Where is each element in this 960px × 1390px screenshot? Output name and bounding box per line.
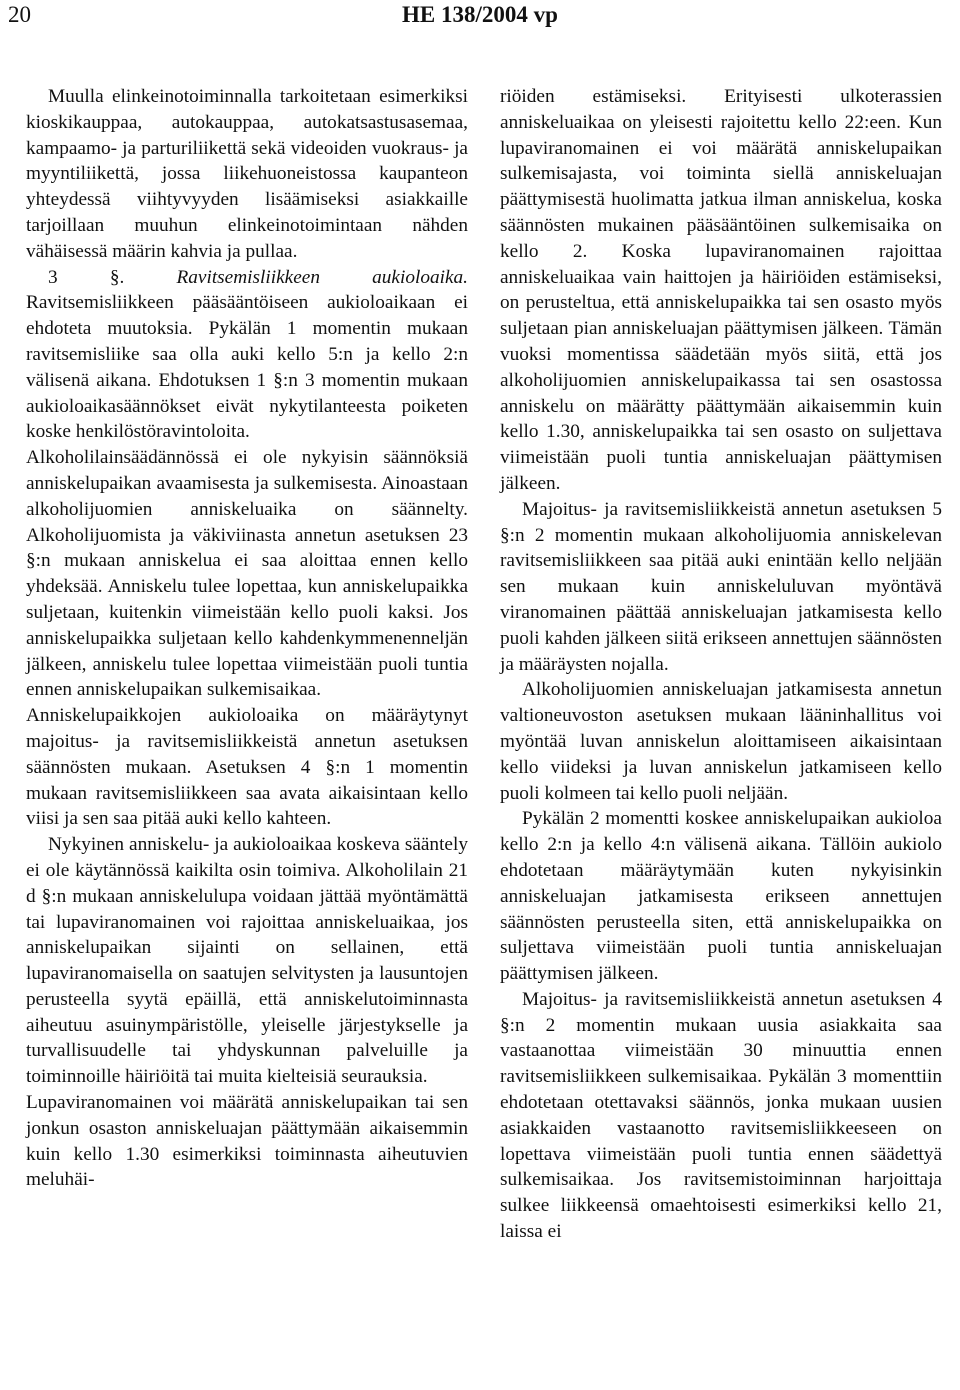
right-column xyxy=(500,84,942,1245)
paragraph: Lupaviranomainen voi määrätä anniskelupaikan tai sen jonkun osaston anniskeluajan päättymään aikaisemmin kuin kello 1.30 esimerkiksi toiminnasta aiheutuvien meluhäi- xyxy=(26,1092,468,1191)
page-header xyxy=(0,0,960,36)
section-paragraph xyxy=(26,265,468,446)
paragraph: Nykyinen anniskelu- ja aukioloaikaa koskeva sääntely ei ole käytännössä kaikilta osin toimiva. Alkoholilain 21 d §:n mukaan anniskelulupa voidaan jättää myöntämättä tai lupaviranomainen voi rajoittaa anniskeluaikaa, jos anniskelupaikan sijainti on sellainen, että lupaviranomaisella on saatujen selvitysten ja lausuntojen perusteella syytä epäillä, että anniskelutoiminnasta aiheutuu asuinympäristölle, yleiselle järjestykselle ja turvallisuudelle tai yhdyskunnan palveluille ja toiminnoille häiriöitä tai muita kielteisiä seurauksia. xyxy=(26,834,468,1088)
paragraph: Alkoholijuomien anniskeluajan jatkamisesta annetun valtioneuvoston asetuksen mukaan lääninhallitus voi myöntää luvan anniskelun aloittamiseen aikaisintaan kello viideksi ja luvan anniskelun jatkamiseen kello puoli kolmeen tai kello puoli neljään. xyxy=(500,679,942,804)
paragraph: Majoitus- ja ravitsemisliikkeistä annetun asetuksen 4 §:n 2 momentin mukaan uusia asiakkaita saa vastaanottaa viimeistään 30 minuuttia ennen ravitsemisliikkeen sulkemisaikaa. Pykälän 3 momenttiin ehdotetaan otettavaksi säännös, jonka mukaan uusien asiakkaiden vastaanotto ravitsemisliikkeeseen on lopettava viimeistään puoli tuntia ennen säädettyä sulkemisaikaa. Jos ravitsemistoiminnan harjoittaja sulkee liikkeensä omaehtoisesti esimerkiksi kello 21, laissa ei xyxy=(500,988,942,1243)
paragraph: Muulla elinkeinotoiminnalla tarkoitetaan esimerkiksi kioskikauppaa, autokauppaa, autokatsastusasemaa, kampaamo- ja parturiliikettä sekä videoiden vuokraus- ja myyntiliikettä, jossa liikehuoneistossa kaupanteon yhteydessä viihtyvyyden lisäämiseksi asiakkaille tarjoillaan muuhun elinkeinotoimintaan nähden vähäisessä määrin kahvia ja pullaa. xyxy=(26,86,468,262)
paragraph: Majoitus- ja ravitsemisliikkeistä annetun asetuksen 5 §:n 2 momentin mukaan alkoholijuomia anniskelevan ravitsemisliikkeen saa pitää auki enintään kello neljään sen mukaan kuin anniskeluluvan myöntävä viranomainen päättää anniskeluajan jatkamisesta kello puoli kahden jälkeen siitä erikseen annettujen säännösten ja määräysten nojalla. xyxy=(500,498,942,675)
section-number: 3 §. xyxy=(48,266,125,288)
document-id: HE 138/2004 vp xyxy=(402,2,558,27)
paragraph: Anniskelupaikkojen aukioloaika on määräytynyt majoitus- ja ravitsemisliikkeistä annetun asetuksen säännösten mukaan. Asetuksen 4 §:n 1 momentin mukaan ravitsemisliikkeen saa avata aikaisintaan kello viisi ja sen saa pitää auki kello kahteen. xyxy=(26,705,468,830)
section-text: Ravitsemisliikkeen pääsääntöiseen aukioloaikaan ei ehdoteta muutoksia. Pykälän 1 momentin mukaan ravitsemisliike saa olla auki kello 5:n ja kello 2:n välisenä aikana. Ehdotuksen 1 §:n 3 momentin mukaan aukioloaikasäännökset eivät nykytilanteesta poiketen koske henkilöstöravintoloita. xyxy=(26,292,468,443)
paragraph: Pykälän 2 momentti koskee anniskelupaikan aukioloa kello 2:n ja kello 4:n välisenä aikana. Tällöin aukiolo ehdotetaan määräytymään kuten nykyisinkin anniskeluajan jatkamisesta erikseen annettujen säännösten perusteella siten, että anniskelupaikka on suljettava viimeistään puoli tuntia anniskeluajan päättymisen jälkeen. xyxy=(500,808,942,985)
paragraph: Alkoholilainsäädännössä ei ole nykyisin säännöksiä anniskelupaikan avaamisesta ja sulkemisesta. Ainoastaan alkoholijuomien anniskeluaika on säännelty. Alkoholijuomista ja väkiviinasta annetun asetuksen 23 §:n mukaan anniskelua ei saa aloittaa ennen kello yhdeksää. Anniskelu tulee lopettaa, kun anniskelupaikka suljetaan, kuitenkin viimeistään kello puoli kaksi. Jos anniskelupaikka suljetaan kello kahdenkymmenenneljän jälkeen, anniskelu tulee lopettaa viimeistään puoli tuntia ennen anniskelupaikan sulkemisaikaa. xyxy=(26,447,468,701)
page-number: 20 xyxy=(8,2,31,27)
left-column xyxy=(26,84,468,1193)
section-title: Ravitsemisliikkeen aukioloaika. xyxy=(176,266,468,288)
paragraph: riöiden estämiseksi. Erityisesti ulkoterassien anniskeluaikaa on yleisesti rajoitettu kello 22:een. Kun lupaviranomainen ei voi määrätä anniskelupaikan sulkemisajasta, voi toiminta siellä anniskeluajan päättymisestä huolimatta jatkua ilman anniskelua, koska säännösten mukainen pääsääntöinen sulkemisaika on kello 2. Koska lupaviranomainen rajoittaa anniskeluaikaa vain haittojen ja häiriöiden estämiseksi, on perusteltua, että anniskelupaikka tai sen osasto myös suljetaan pian anniskeluajan päättymisen jälkeen. Tämän vuoksi momentissa säädetään myös siitä, että jos alkoholijuomien anniskelupaikassa tai sen osastossa anniskelu on määrätty päättymään aikaisemmin kuin kello 1.30, anniskelupaikka tai sen osasto on suljettava viimeistään puoli tuntia anniskeluajan päättymisen jälkeen. xyxy=(500,86,942,494)
